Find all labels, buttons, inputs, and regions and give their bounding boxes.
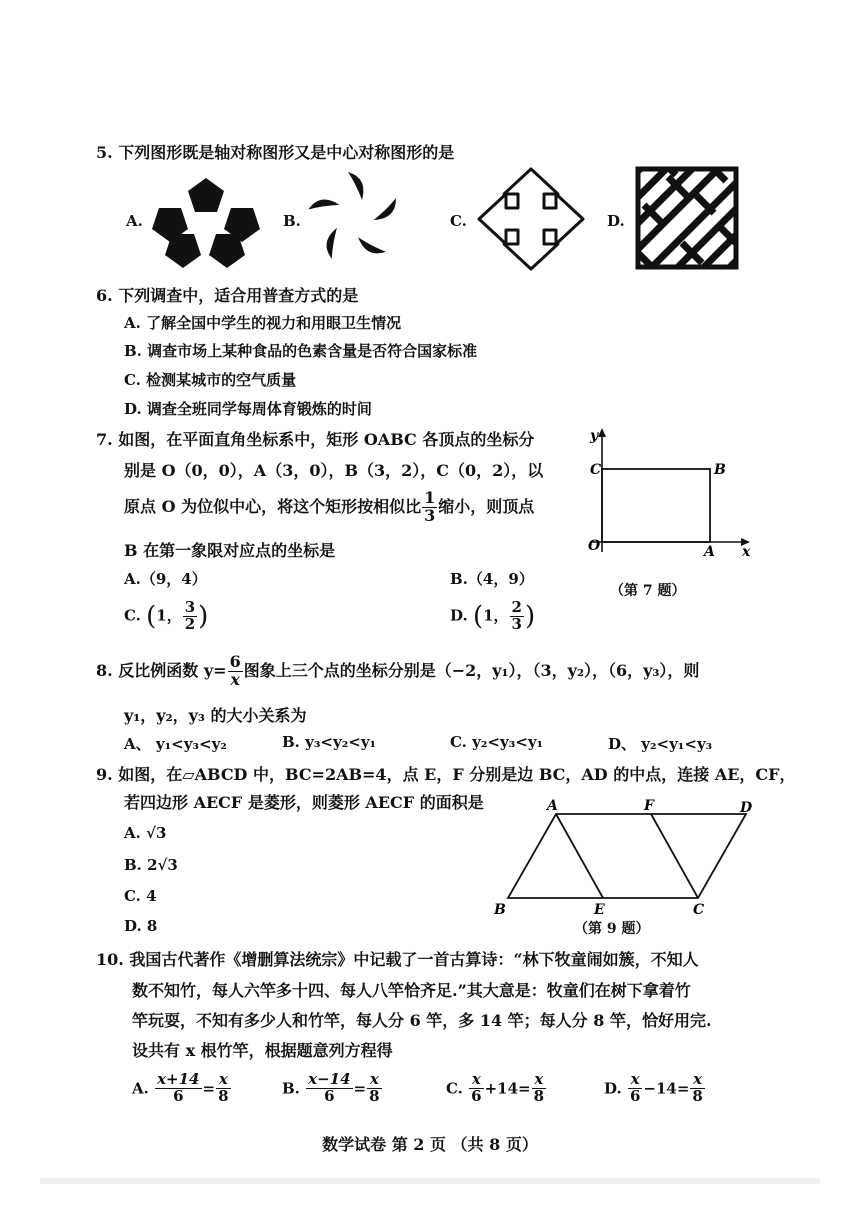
- q6-option-c: C. 检测某城市的空气质量: [124, 371, 297, 389]
- q8-option-c: C. y₂<y₃<y₁: [450, 733, 544, 751]
- q10-a-num-2: x: [216, 1072, 230, 1089]
- q10-a-den-2: 8: [218, 1086, 229, 1105]
- label-x: x: [742, 544, 751, 560]
- q10-option-d-label: D.: [604, 1079, 622, 1098]
- q10-option-d-fraction-1: [628, 1072, 642, 1105]
- q10-a-den-1: 6: [173, 1086, 184, 1105]
- q5-option-b-label: B.: [283, 212, 301, 230]
- q10-option-c-fraction-1: [469, 1072, 483, 1105]
- q10-c-den-2: 8: [533, 1086, 545, 1105]
- q5-option-d-label: D.: [607, 212, 625, 230]
- q10-option-a-operator: =: [202, 1079, 216, 1098]
- label-o: O: [588, 538, 601, 554]
- q5-option-c-label: C.: [450, 212, 467, 230]
- q10-d-den-2: 8: [692, 1086, 703, 1105]
- pentagon-ring-figure: [150, 176, 262, 272]
- q7-option-c-paren-close: ): [198, 601, 209, 632]
- q8-numerator: 6: [229, 652, 241, 671]
- q10-line-2: 数不知竹，每人六竿多十四、每人八竿恰齐足.”其大意是：牧童们在树下拿着竹: [132, 981, 691, 1000]
- q7-option-d-denominator: 3: [511, 614, 522, 633]
- q7-option-d-fraction: [510, 600, 524, 633]
- q9-line-2: 若四边形 AECF 是菱形，则菱形 AECF 的面积是: [124, 793, 484, 812]
- q10-c-num-1: x: [469, 1072, 483, 1089]
- q10-c-den-1: 6: [471, 1086, 482, 1105]
- q8-denominator: x: [230, 669, 240, 689]
- q10-option-b-operator: =: [353, 1079, 367, 1098]
- q7-option-d-numerator: 2: [511, 598, 522, 616]
- q7-ratio-fraction: [422, 490, 437, 525]
- q7-option-b: B.（4，9）: [450, 570, 534, 588]
- q9-caption: （第 9 题）: [574, 921, 650, 937]
- q8-text-b: 图象上三个点的坐标分别是（−2，y₁），（3，y₂），（6，y₃），则: [243, 660, 700, 680]
- q7-option-d-paren-open: (: [472, 601, 484, 632]
- q7-line-4: B 在第一象限对应点的坐标是: [124, 541, 336, 560]
- q8-line-2: y₁，y₂，y₃ 的大小关系为: [124, 706, 307, 725]
- q10-b-den-1: 6: [324, 1086, 335, 1105]
- segment-ae: [556, 814, 603, 898]
- label-a: A: [704, 544, 715, 560]
- q10-option-a-fraction-2: [216, 1072, 230, 1105]
- q9-option-b: B. 2√3: [124, 856, 178, 874]
- q10-line-4: 设共有 x 根竹竿，根据题意列方程得: [132, 1041, 393, 1060]
- q9-option-c: C. 4: [124, 887, 157, 905]
- q10-b-num-1: x−14: [308, 1070, 351, 1088]
- q7-option-d-label: D.: [450, 606, 468, 625]
- q7-line-3-text-b: 缩小，则顶点: [438, 496, 535, 516]
- q6-option-b: B. 调查市场上某种食品的色素含量是否符合国家标准: [124, 342, 478, 360]
- q8-option-a: A、 y₁<y₃<y₂: [124, 735, 227, 753]
- q10-option-c: [446, 1072, 547, 1105]
- label-e: E: [594, 902, 605, 918]
- q9-parallelogram-figure: [490, 798, 766, 918]
- four-arrow-figure: [476, 166, 586, 272]
- label-c: C: [590, 462, 602, 478]
- q5-option-a-label: A.: [126, 212, 143, 230]
- rectangle-oabc: [602, 469, 710, 542]
- q7-option-a: A.（9，4）: [124, 570, 207, 588]
- q10-option-c-fraction-2: [532, 1072, 546, 1105]
- q7-option-c-x: 1，: [156, 606, 182, 625]
- q10-option-d: [604, 1072, 706, 1105]
- label-d: D: [740, 800, 753, 816]
- q10-option-b: [282, 1072, 383, 1105]
- q7-line-2: 别是 O（0，0），A（3，0），B（3，2），C（0，2），以: [124, 461, 544, 480]
- q7-ratio-numerator: 1: [424, 488, 436, 507]
- q10-d-num-2: x: [690, 1072, 704, 1089]
- q10-b-den-2: 8: [369, 1086, 380, 1105]
- bottom-divider: [40, 1178, 820, 1184]
- q10-option-d-fraction-2: [690, 1072, 704, 1105]
- q10-option-b-label: B.: [282, 1079, 300, 1098]
- q7-option-d: [450, 600, 535, 633]
- q10-line-3: 竿玩耍，不知有多少人和竹竿，每人分 6 竿，多 14 竿；每人分 8 竿，恰好用完.: [132, 1011, 712, 1030]
- q6-option-a: A. 了解全国中学生的视力和用眼卫生情况: [124, 314, 402, 332]
- q10-option-c-operator: +14=: [484, 1079, 531, 1098]
- q7-option-c: [124, 600, 208, 633]
- parallelogram-abcd: [508, 814, 746, 898]
- q10-option-a-fraction-1: [155, 1072, 201, 1105]
- q7-line-3: [124, 490, 534, 525]
- q5-stem: 5. 下列图形既是轴对称图形又是中心对称图形的是: [96, 143, 455, 162]
- page-footer: 数学试卷 第 2 页 （共 8 页）: [322, 1135, 538, 1154]
- label-b: B: [494, 902, 506, 918]
- q8-option-b: B. y₃<y₂<y₁: [282, 733, 377, 751]
- y-axis-arrow-icon: [598, 428, 606, 437]
- q7-option-c-numerator: 3: [184, 598, 196, 616]
- q7-option-c-label: C.: [124, 606, 141, 625]
- q7-option-c-denominator: 2: [184, 614, 196, 633]
- q10-d-num-1: x: [628, 1072, 642, 1089]
- q7-option-d-paren-close: ): [524, 601, 536, 632]
- label-y: y: [590, 428, 599, 444]
- q7-coordinate-figure: [582, 424, 760, 560]
- q7-ratio-denominator: 3: [424, 505, 436, 525]
- q6-stem: 6. 下列调查中，适合用普查方式的是: [96, 286, 359, 305]
- q10-line-1: 10. 我国古代著作《增删算法统宗》中记载了一首古算诗：“林下牧童闹如簇，不知人: [96, 950, 699, 969]
- q10-d-den-1: 6: [629, 1086, 641, 1105]
- q7-line-3-text-a: 原点 O 为位似中心，将这个矩形按相似比: [124, 496, 422, 516]
- q10-c-num-2: x: [532, 1072, 546, 1089]
- label-c: C: [693, 902, 705, 918]
- q8-function-fraction: [228, 654, 243, 689]
- q10-option-b-fraction-2: [367, 1072, 381, 1105]
- q7-line-1: 7. 如图，在平面直角坐标系中，矩形 OABC 各顶点的坐标分: [96, 430, 535, 449]
- q10-option-b-fraction-1: [306, 1072, 352, 1105]
- q8-text-a: 8. 反比例函数 y=: [96, 660, 227, 680]
- pinwheel-figure: [302, 166, 406, 270]
- q9-option-a: A. √3: [124, 824, 167, 842]
- q7-option-c-fraction: [183, 600, 197, 633]
- q10-option-a: [132, 1072, 232, 1105]
- q10-a-num-1: x+14: [157, 1070, 200, 1088]
- segment-cf: [651, 814, 698, 898]
- q8-option-d: D、 y₂<y₁<y₃: [608, 735, 713, 753]
- q8-line-1: [96, 654, 699, 689]
- q10-option-c-label: C.: [446, 1079, 463, 1098]
- label-f: F: [644, 798, 654, 814]
- q10-b-num-2: x: [367, 1072, 381, 1089]
- woven-square-figure: [634, 165, 740, 271]
- q7-option-c-paren-open: (: [146, 601, 157, 632]
- q9-option-d: D. 8: [124, 917, 158, 935]
- q7-caption: （第 7 题）: [610, 583, 686, 599]
- q10-option-d-operator: −14=: [643, 1079, 690, 1098]
- label-b: B: [714, 462, 726, 478]
- q7-option-d-x: 1，: [483, 606, 509, 625]
- q9-line-1: 9. 如图，在▱ABCD 中，BC=2AB=4，点 E，F 分别是边 BC，AD 的中点，连接 AE，CF，: [96, 765, 796, 784]
- label-a: A: [547, 798, 558, 814]
- q10-option-a-label: A.: [132, 1079, 149, 1098]
- q6-option-d: D. 调查全班同学每周体育锻炼的时间: [124, 400, 372, 418]
